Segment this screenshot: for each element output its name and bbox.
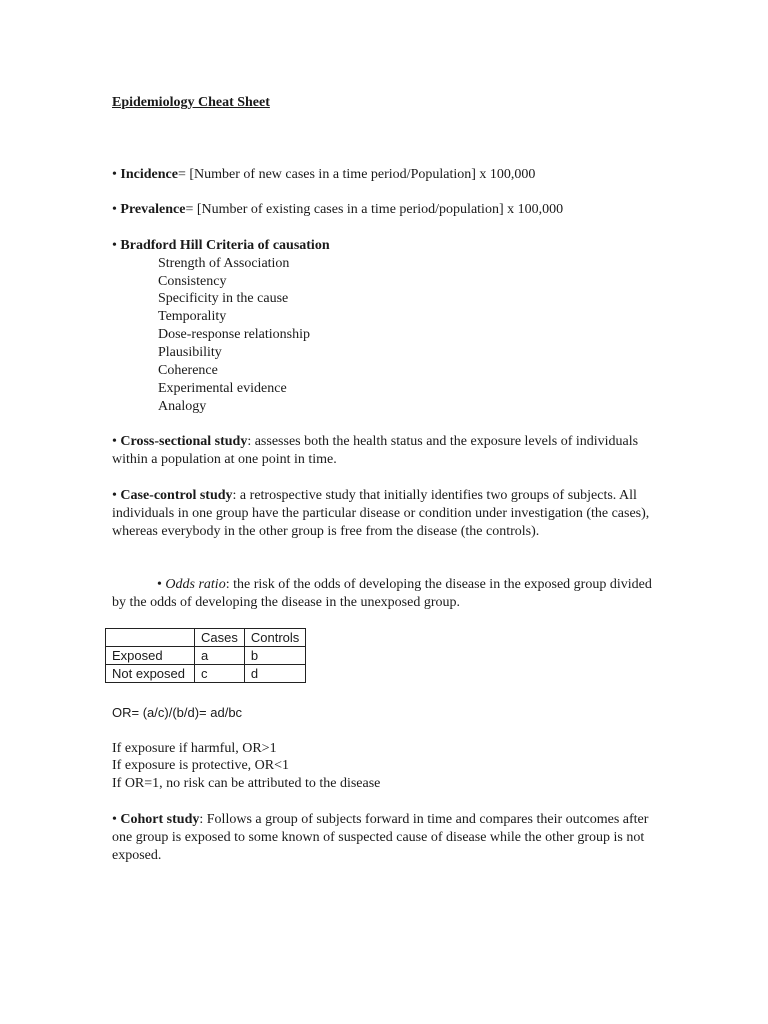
case-control-text: : a retrospective study that initially identifies two groups of subjects. All individuals in one group have the particular disease or condition under investigation (the cases), whereas everybody in the other group is free from the disease (the controls). [112,488,650,539]
or-rule: If OR=1, no risk can be attributed to the disease [112,776,381,791]
odds-ratio-paragraph [112,576,652,612]
bullet: • [157,577,162,592]
bullet: • [112,238,117,253]
table-row-label: Exposed [106,647,195,665]
page-title: Epidemiology Cheat Sheet [112,95,270,110]
cohort-paragraph [112,811,652,865]
bullet: • [112,434,117,449]
table-row [106,665,306,683]
bradford-heading [112,237,330,255]
prevalence-text: = [Number of existing cases in a time period/population] x 100,000 [185,202,564,217]
prevalence-term: Prevalence [120,202,186,217]
odds-ratio-text: : the risk of the odds of developing the disease in the exposed group divided by the odds of developing the disease in the unexposed group. [112,577,652,610]
table-cell: b [244,647,305,665]
table-header-row [106,629,306,647]
table-cell: c [195,665,245,683]
criteria-item: Specificity in the cause [158,291,289,306]
or-rule: If exposure is protective, OR<1 [112,758,290,773]
criteria-item: Analogy [158,399,207,414]
cross-sectional-paragraph [112,433,652,469]
odds-ratio-table [105,628,306,683]
incidence-term: Incidence [120,167,178,182]
table-cell: a [195,647,245,665]
case-control-paragraph [112,487,652,541]
or-formula: OR= (a/c)/(b/d)= ad/bc [112,705,243,720]
bullet: • [112,167,117,182]
or-rule: If exposure if harmful, OR>1 [112,741,277,756]
odds-ratio-term: Odds ratio [165,577,226,592]
criteria-item: Strength of Association [158,256,290,271]
cross-sectional-term: Cross-sectional study [120,434,248,449]
criteria-item: Consistency [158,274,227,289]
bullet: • [112,202,117,217]
cohort-term: Cohort study [120,812,200,827]
incidence-text: = [Number of new cases in a time period/Population] x 100,000 [177,167,536,182]
cohort-text: : Follows a group of subjects forward in time and compares their outcomes after one group is exposed to some known of suspected cause of disease while the other group is not exposed. [112,812,649,863]
bullet: • [112,812,117,827]
table-header-cell: Cases [195,629,245,647]
criteria-item: Temporality [158,309,227,324]
table-header-cell: Controls [244,629,305,647]
table-row-label: Not exposed [106,665,195,683]
criteria-item: Coherence [158,363,218,378]
criteria-item: Dose-response relationship [158,327,311,342]
criteria-item: Experimental evidence [158,381,287,396]
case-control-term: Case-control study [120,488,233,503]
criteria-item: Plausibility [158,345,222,360]
incidence-line [112,166,535,184]
bradford-heading-text: Bradford Hill Criteria of causation [120,238,330,253]
table-cell: d [244,665,305,683]
table-cell [106,629,195,647]
table-row [106,647,306,665]
prevalence-line [112,201,563,219]
cross-sectional-text: : assesses both the health status and the exposure levels of individuals within a population at one point in time. [112,434,639,467]
bullet: • [112,488,117,503]
